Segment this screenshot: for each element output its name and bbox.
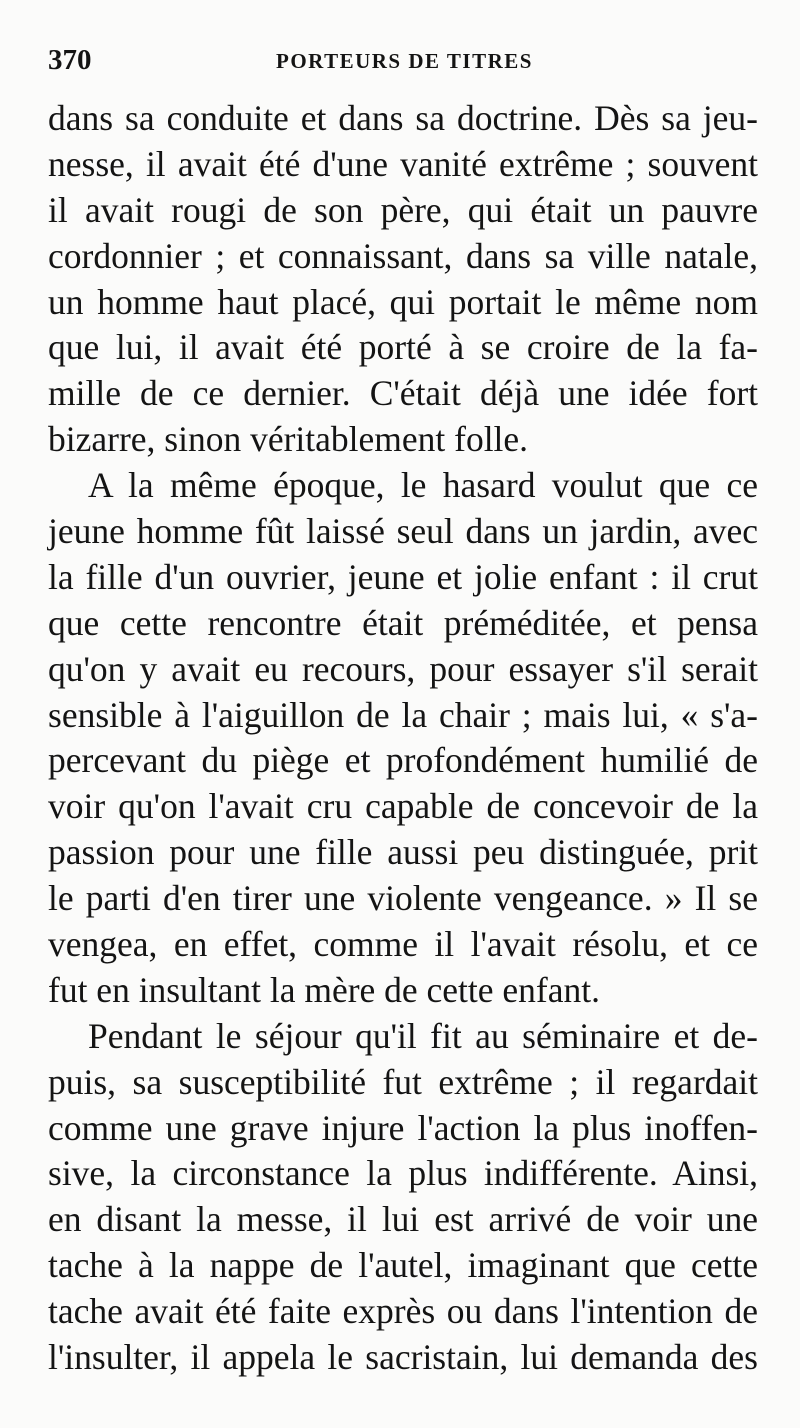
text-line: l'insulter, il appela le sacristain, lui demanda des [48,1337,758,1378]
paragraph-2 [48,463,758,1014]
paragraph-1 [48,96,758,463]
text-line: percevant du piège et profondément humilié de [48,740,758,781]
text-line: qu'on y avait eu recours, pour essayer s'il serait [48,648,758,689]
page-header [44,40,756,80]
text-line: mille de ce dernier. C'était déjà une idée fort [48,373,758,414]
text-line: en disant la messe, il lui est arrivé de voir une [48,1199,758,1240]
text-line: la fille d'un ouvrier, jeune et jolie enfant : il crut [48,556,758,597]
text-line: A la même époque, le hasard voulut que ce [88,465,758,506]
text-line: cordonnier ; et connaissant, dans sa ville natale, [48,235,758,276]
text-line: voir qu'on l'avait cru capable de concevoir de la [48,786,758,827]
text-line: sensible à l'aiguillon de la chair ; mais lui, « s'a- [48,694,758,735]
text-line: vengea, en effet, comme il l'avait résolu, et ce [48,924,758,965]
text-line: que cette rencontre était préméditée, et pensa [48,602,758,643]
text-line: que lui, il avait été porté à se croire de la fa- [48,327,758,368]
text-line: sive, la circonstance la plus indifférente. Ainsi, [48,1153,758,1194]
text-line: dans sa conduite et dans sa doctrine. Dès sa jeu- [48,98,758,138]
text-line: comme une grave injure l'action la plus inoffen- [48,1107,758,1148]
text-line: Pendant le séjour qu'il fit au séminaire et de- [88,1015,758,1056]
text-line: fut en insultant la mère de cette enfant. [48,969,600,1010]
paragraph-3 [48,1014,758,1381]
text-line: le parti d'en tirer une violente vengeance. » Il se [48,878,758,919]
text-line: nesse, il avait été d'une vanité extrême ; souvent [48,143,758,184]
text-line: passion pour une fille aussi peu distinguée, prit [48,832,758,873]
text-line: il avait rougi de son père, qui était un pauvre [48,189,758,230]
text-line: tache avait été faite exprès ou dans l'intention de [48,1291,758,1332]
text-line: un homme haut placé, qui portait le même nom [48,281,758,322]
running-title: PORTEURS DE TITRES [276,49,533,73]
text-line: bizarre, sinon véritablement folle. [48,419,529,460]
page-number: 370 [48,44,92,76]
text-line: tache à la nappe de l'autel, imaginant que cette [48,1245,758,1286]
body-text [48,96,758,1381]
text-line: puis, sa susceptibilité fut extrême ; il regardait [48,1061,758,1102]
text-line: jeune homme fût laissé seul dans un jardin, avec [48,511,758,552]
